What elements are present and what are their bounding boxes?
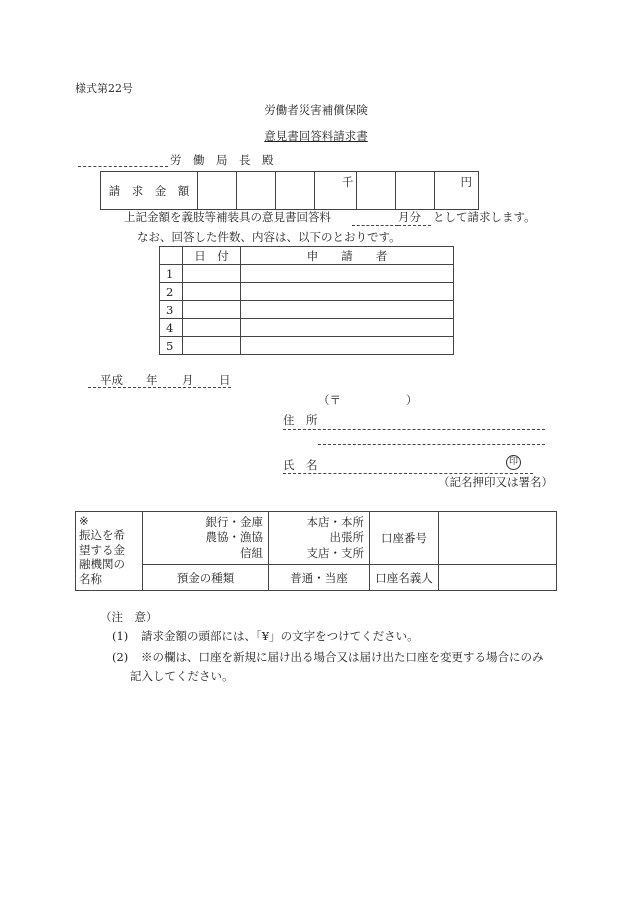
header-applicant: 申 請 者 <box>241 247 454 265</box>
bank-type: 信組 <box>240 545 263 560</box>
seal-icon: 印 <box>506 455 521 470</box>
bank-name-cell[interactable] <box>143 512 269 565</box>
row-number: 5 <box>160 337 183 355</box>
date-era: 平成 <box>100 373 123 387</box>
name-label: 氏 名 <box>283 458 318 472</box>
bank-table <box>75 511 557 591</box>
account-number-label: 口座番号 <box>370 512 439 565</box>
branch-type: 支店・支所 <box>306 545 364 560</box>
table-row <box>160 265 454 283</box>
statement-text-end: として請求します。 <box>433 210 536 224</box>
account-number-input[interactable] <box>439 512 557 565</box>
amount-table <box>100 171 479 210</box>
amount-digit[interactable] <box>396 172 435 210</box>
signature-note: （記名押印又は署名） <box>438 475 553 489</box>
month-blank[interactable] <box>352 225 398 226</box>
address-label: 住 所 <box>283 413 318 427</box>
applicant-cell[interactable] <box>241 301 454 319</box>
applicant-cell[interactable] <box>241 265 454 283</box>
statement-note: なお、回答した件数、内容は、以下のとおりです。 <box>137 230 401 244</box>
date-day: 日 <box>219 373 231 387</box>
postal-close: ） <box>406 393 418 407</box>
bank-label-cell <box>76 512 143 591</box>
row-number: 2 <box>160 283 183 301</box>
required-mark: ※ <box>79 514 89 528</box>
branch-type: 出張所 <box>329 530 364 545</box>
name-line[interactable] <box>283 473 533 474</box>
form-subtitle: 意見書回答料請求書 <box>264 129 368 143</box>
row-number: 1 <box>160 265 183 283</box>
date-cell[interactable] <box>183 319 241 337</box>
amount-digit[interactable] <box>198 172 237 210</box>
form-number: 様式第22号 <box>75 82 133 95</box>
note-text: ※の欄は、口座を新規に届け出る場合又は届け出た口座を変更する場合にのみ <box>141 650 544 664</box>
amount-thousand-digit[interactable]: 千 <box>314 172 357 210</box>
cases-table <box>159 246 454 355</box>
date-year: 年 <box>146 373 158 387</box>
month-label: 月分 <box>398 212 431 226</box>
header-number <box>160 247 183 265</box>
amount-digit[interactable] <box>357 172 396 210</box>
form-title: 労働者災害補償保険 <box>264 103 368 117</box>
header-date: 日 付 <box>183 247 241 265</box>
branch-type: 本店・本所 <box>306 514 364 529</box>
deposit-type-options[interactable]: 普通・当座 <box>269 565 370 591</box>
table-row <box>160 301 454 319</box>
note-text-continued: 記入してください。 <box>130 669 234 683</box>
bank-type: 銀行・金庫 <box>205 514 263 529</box>
date-blank[interactable] <box>88 387 231 388</box>
branch-name-cell[interactable] <box>269 512 370 565</box>
address-line-1[interactable] <box>283 429 545 430</box>
bank-type: 農協・漁協 <box>205 530 263 545</box>
amount-digit[interactable] <box>275 172 314 210</box>
address-line-2[interactable] <box>318 444 545 445</box>
applicant-cell[interactable] <box>241 337 454 355</box>
applicant-cell[interactable] <box>241 319 454 337</box>
table-row <box>160 283 454 301</box>
applicant-cell[interactable] <box>241 283 454 301</box>
note-number: (1) <box>112 629 129 643</box>
note-number: (2) <box>112 650 129 664</box>
addressee: 労 働 局 長 殿 <box>170 153 274 167</box>
date-cell[interactable] <box>183 337 241 355</box>
date-cell[interactable] <box>183 283 241 301</box>
note-text: 請求金額の頭部には、「¥」の文字をつけてください。 <box>141 629 419 643</box>
amount-yen-digit[interactable]: 円 <box>435 172 479 210</box>
bank-label: 振込を希望する金融機関の名称 <box>79 528 125 586</box>
table-row <box>160 337 454 355</box>
postal-open: （〒 <box>318 393 341 407</box>
row-number: 4 <box>160 319 183 337</box>
date-month: 月 <box>182 373 194 387</box>
date-cell[interactable] <box>183 265 241 283</box>
notes-heading: （注 意） <box>100 610 158 624</box>
bureau-name-blank[interactable] <box>78 166 168 167</box>
account-holder-input[interactable] <box>439 565 557 591</box>
amount-label: 請 求 金 額 <box>101 172 198 210</box>
row-number: 3 <box>160 301 183 319</box>
table-row <box>160 319 454 337</box>
statement-text: 上記金額を義肢等補装具の意見書回答料 <box>124 210 331 224</box>
date-cell[interactable] <box>183 301 241 319</box>
account-holder-label: 口座名義人 <box>370 565 439 591</box>
deposit-type-label: 預金の種類 <box>143 565 269 591</box>
amount-digit[interactable] <box>236 172 275 210</box>
